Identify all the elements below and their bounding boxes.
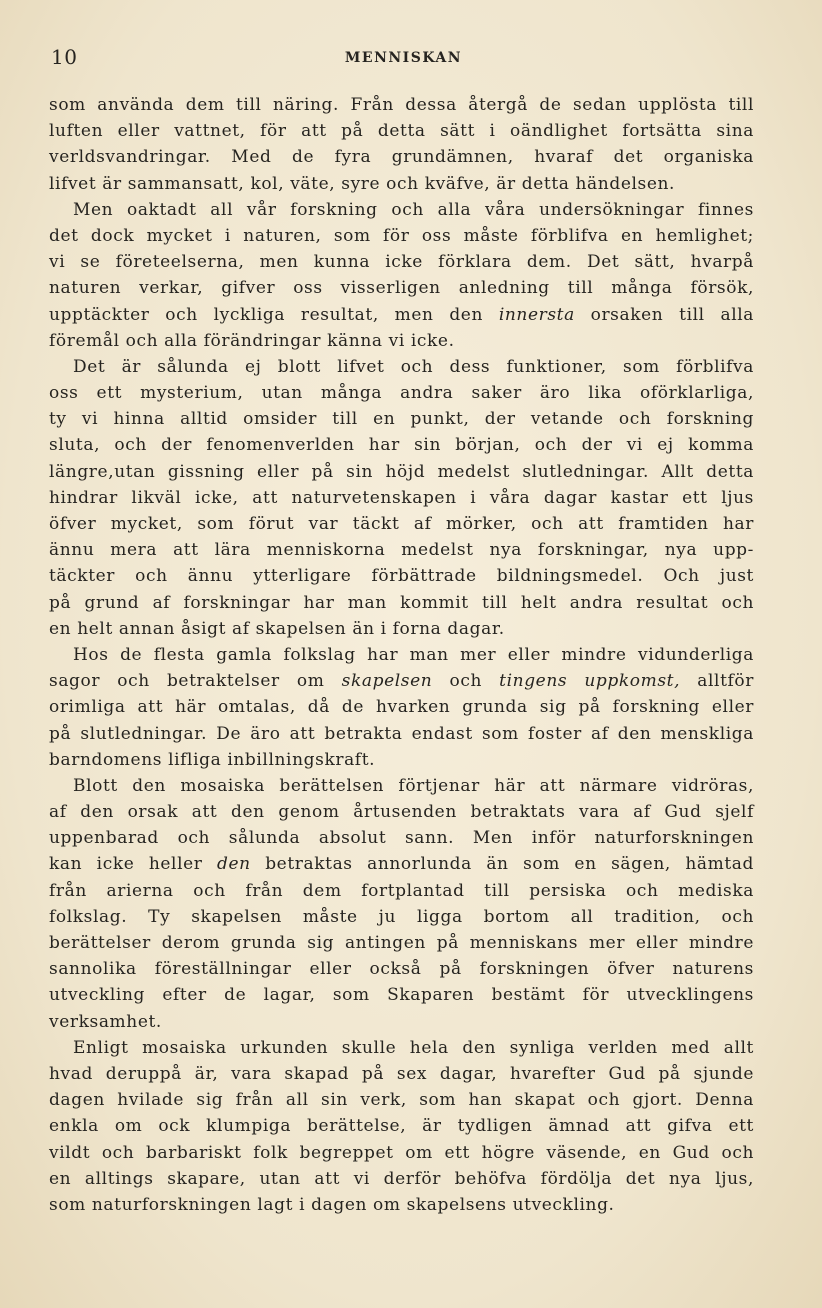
text-line: ännu mera att lära menniskorna medelst nya forskningar, nya upp- xyxy=(49,540,754,561)
text-line: på slutledningar. De äro att betrakta endast som foster af den menskliga xyxy=(49,723,754,744)
text-line: täckter och ännu ytterligare förbättrade bildningsmedel. Och just xyxy=(49,566,754,587)
text-line: hvad deruppå är, vara skapad på sex dagar, hvarefter Gud på sjunde xyxy=(49,1063,754,1084)
text-line: Blott den mosaiska berättelsen förtjenar här att närmare vidröras, xyxy=(73,775,754,796)
text-segment: och xyxy=(449,671,482,692)
text-line: berättelser derom grunda sig antingen på menniskans mer eller mindre xyxy=(49,933,754,953)
text-line: hindrar likväl icke, att naturvetenskapen i våra dagar kastar ett ljus xyxy=(49,487,754,508)
italic-phrase: tingens uppkomst, xyxy=(499,671,681,692)
body-text xyxy=(49,92,754,1218)
text-line xyxy=(49,851,754,877)
text-line: uppenbarad och sålunda absolut sann. Men inför naturforskningen xyxy=(49,828,754,849)
text-line: föremål och alla förändringar känna vi icke. xyxy=(49,330,455,351)
running-title: MENNISKAN xyxy=(344,50,463,66)
text-line: Enligt mosaiska urkunden skulle hela den synliga verlden med allt xyxy=(73,1037,754,1058)
italic-word: den xyxy=(217,854,251,875)
text-segment: kan icke heller xyxy=(49,854,203,875)
text-line: på grund af forskningar har man kommit till helt andra resultat och xyxy=(49,592,754,613)
italic-word: innersta xyxy=(498,304,575,325)
text-line: utveckling efter de lagar, som Skaparen bestämt för utvecklingens xyxy=(49,985,754,1006)
text-line: enkla om ock klumpiga berättelse, är tydligen ämnad att gifva ett xyxy=(49,1116,754,1137)
text-line: ty vi hinna alltid omsider till en punkt, der vetande och forskning xyxy=(49,409,754,430)
text-line: Men oaktadt all vår forskning och alla våra undersökningar finnes xyxy=(73,199,754,220)
text-segment: alltför xyxy=(697,671,754,692)
text-line: längre,utan gissning eller på sin höjd medelst slutledningar. Allt detta xyxy=(49,461,754,482)
text-line: oss ett mysterium, utan många andra saker äro lika oförklarliga, xyxy=(49,383,754,404)
text-line: som använda dem till näring. Från dessa återgå de sedan upplösta till xyxy=(49,95,754,115)
text-line: Det är sålunda ej blott lifvet och dess funktioner, som förblifva xyxy=(73,356,754,377)
page-number: 10 xyxy=(51,45,78,69)
text-line: af den orsak att den genom årtusenden betraktats vara af Gud sjelf xyxy=(49,802,754,823)
text-line: sannolika föreställningar eller också på forskningen öfver naturens xyxy=(49,959,754,980)
text-line: det dock mycket i naturen, som för oss måste förblifva en hemlighet; xyxy=(49,225,754,246)
text-segment: orsaken till alla xyxy=(590,304,755,325)
text-line: lifvet är sammansatt, kol, väte, syre och kväfve, är detta händelsen. xyxy=(49,173,676,194)
text-line: som naturforskningen lagt i dagen om skapelsens utveckling. xyxy=(49,1194,615,1215)
text-line: en helt annan åsigt af skapelsen än i forna dagar. xyxy=(49,618,505,639)
text-line: öfver mycket, som förut var täckt af mörker, och att framtiden har xyxy=(49,514,754,534)
text-line: från arierna och från dem fortplantad till persiska och mediska xyxy=(49,880,754,901)
running-head xyxy=(51,44,756,74)
text-line: dagen hvilade sig från all sin verk, som han skapat och gjort. Denna xyxy=(49,1090,754,1111)
text-line: vi se företeelserna, men kunna icke förklara dem. Det sätt, hvarpå xyxy=(49,252,754,273)
text-line: barndomens lifliga inbillningskraft. xyxy=(49,749,376,770)
text-segment: upptäckter och lyckliga resultat, men den xyxy=(49,304,484,325)
italic-word: skapelsen xyxy=(341,671,433,692)
text-line xyxy=(49,302,754,328)
text-line: sluta, och der fenomenverlden har sin början, och der vi ej komma xyxy=(49,435,754,456)
text-line: orimliga att här omtalas, då de hvarken grunda sig på forskning eller xyxy=(49,697,754,718)
text-line: verksamhet. xyxy=(49,1011,162,1032)
text-line xyxy=(49,668,754,694)
text-line: Hos de flesta gamla folkslag har man mer eller mindre vidunderliga xyxy=(73,644,754,665)
text-segment: sagor och betraktelser om xyxy=(49,671,325,692)
text-segment: betraktas annorlunda än som en sägen, hämtad xyxy=(265,854,754,875)
text-line: en alltings skapare, utan att vi derför behöfva fördölja det nya ljus, xyxy=(49,1168,754,1189)
text-line: folkslag. Ty skapelsen måste ju ligga bortom all tradition, och xyxy=(49,906,754,927)
text-line: vildt och barbariskt folk begreppet om ett högre väsende, en Gud och xyxy=(49,1142,754,1163)
text-line: luften eller vattnet, för att på detta sätt i oändlighet fortsätta sina xyxy=(49,121,754,142)
text-line: naturen verkar, gifver oss visserligen anledning till många försök, xyxy=(49,278,754,299)
text-line: verldsvandringar. Med de fyra grundämnen, hvaraf det organiska xyxy=(49,147,754,168)
